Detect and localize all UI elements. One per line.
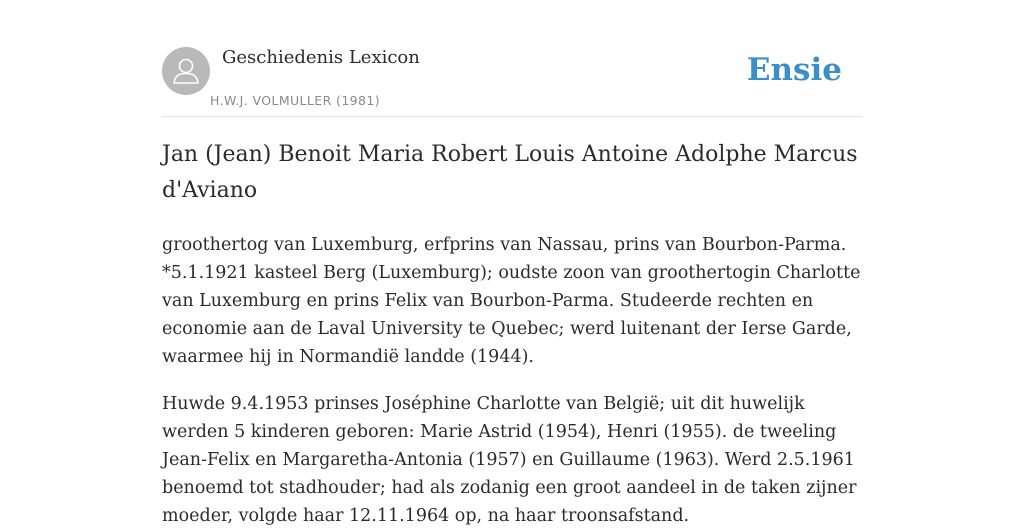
- source-author: H.W.J. VOLMULLER (1981): [210, 93, 381, 108]
- source-title[interactable]: Geschiedenis Lexicon: [222, 47, 420, 68]
- article-title: Jan (Jean) Benoit Maria Robert Louis Antoine Adolphe Marcus d'Aviano: [162, 142, 858, 203]
- user-icon: [162, 47, 210, 95]
- avatar[interactable]: [162, 47, 210, 95]
- source-header: [162, 46, 862, 117]
- brand-logo[interactable]: Ensie: [746, 52, 842, 88]
- article-paragraph: groothertog van Luxemburg, erfprins van Nassau, prins van Bourbon-Parma. *5.1.1921 kasteel Berg (Luxemburg); oudste zoon van groothertogin Charlotte van Luxemburg en prins Felix van Bourbon-Parma. Studeerde rechten en economie aan de Laval University te Quebec; werd luitenant der Ierse Garde, waarmee hij in Normandië landde (1944).: [162, 235, 861, 367]
- article: [162, 137, 862, 530]
- article-paragraph: Huwde 9.4.1953 prinses Joséphine Charlotte van België; uit dit huwelijk werden 5 kinderen geboren: Marie Astrid (1954), Henri (1955). de tweeling Jean-Felix en Margaretha-Antonia (1957) en Guillaume (1963). Werd 2.5.1961 benoemd tot stadhouder; had als zodanig een groot aandeel in de taken zijner moeder, volgde haar 12.11.1964 op, na haar troonsafstand.: [162, 394, 857, 526]
